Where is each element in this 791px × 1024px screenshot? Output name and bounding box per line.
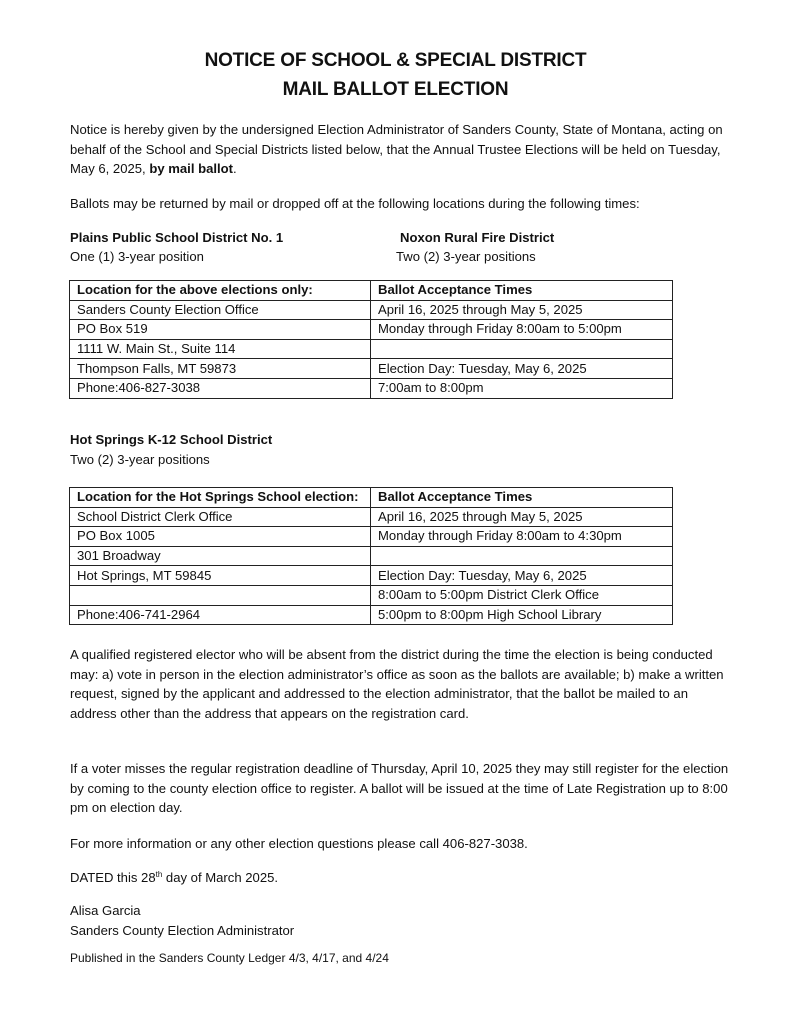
table-header-location: Location for the Hot Springs School election:	[70, 488, 371, 508]
table-header-times: Ballot Acceptance Times	[371, 488, 673, 508]
table-header-row	[70, 488, 673, 508]
signature-block	[70, 901, 730, 940]
table-row	[70, 339, 673, 359]
late-registration-paragraph: If a voter misses the regular registration deadline of Thursday, April 10, 2025 they may still register for the election by coming to the county election office to register. A ballot will be issued at the time of Late Registration up to 8:00 pm on election day.	[70, 761, 729, 815]
return-paragraph: Ballots may be returned by mail or dropped off at the following locations during the following times:	[70, 196, 640, 211]
table-cell: 8:00am to 5:00pm District Clerk Office	[371, 585, 673, 605]
table-cell: Phone:406-827-3038	[70, 378, 371, 398]
table-header-location: Location for the above elections only:	[70, 281, 371, 301]
table-header-times: Ballot Acceptance Times	[371, 281, 673, 301]
absent-elector-paragraph: A qualified registered elector who will be absent from the district during the time the election is being conducted may: a) vote in person in the election administrator’s office as soon as the ballots are available; b) make a written request, signed by the applicant and addressed to the election administrator, that the ballot be mailed to an address other than the address that appears on the registration card.	[70, 647, 724, 721]
table-header-row	[70, 281, 673, 301]
table-cell	[371, 546, 673, 566]
district-hot-springs-name: Hot Springs K-12 School District	[70, 432, 273, 447]
table-cell: 5:00pm to 8:00pm High School Library	[371, 605, 673, 625]
table-cell: Election Day: Tuesday, May 6, 2025	[371, 566, 673, 586]
table-cell	[371, 339, 673, 359]
signature-title: Sanders County Election Administrator	[70, 922, 295, 938]
table-cell: 301 Broadway	[70, 546, 371, 566]
notice-end: .	[233, 161, 237, 176]
table-row	[70, 320, 673, 340]
table-cell: Hot Springs, MT 59845	[70, 566, 371, 586]
table-cell: April 16, 2025 through May 5, 2025	[371, 507, 673, 527]
title-line-2: MAIL BALLOT ELECTION	[282, 79, 509, 100]
table-cell: PO Box 1005	[70, 527, 371, 547]
table-cell: Monday through Friday 8:00am to 4:30pm	[371, 527, 673, 547]
signature-name: Alisa Garcia	[70, 903, 141, 918]
title-line-1: NOTICE OF SCHOOL & SPECIAL DISTRICT	[204, 50, 587, 71]
notice-bold-text: by mail ballot	[149, 161, 234, 176]
dated-superscript: th	[155, 870, 163, 879]
table-row	[70, 605, 673, 625]
table-row	[70, 585, 673, 605]
dated-suffix: day of March 2025.	[162, 870, 279, 885]
district-plains-positions: One (1) 3-year position	[70, 249, 204, 264]
ballot-locations-table-1	[69, 280, 673, 399]
notice-paragraph	[70, 120, 730, 179]
table-row	[70, 300, 673, 320]
table-cell	[70, 585, 371, 605]
table-row	[70, 507, 673, 527]
district-plains-name: Plains Public School District No. 1	[70, 230, 284, 245]
district-hot-springs-positions: Two (2) 3-year positions	[70, 452, 210, 467]
table-cell: Thompson Falls, MT 59873	[70, 359, 371, 379]
table-row	[70, 378, 673, 398]
table-cell: School District Clerk Office	[70, 507, 371, 527]
publication-note: Published in the Sanders County Ledger 4/3, 4/17, and 4/24	[70, 951, 389, 965]
table-cell: PO Box 519	[70, 320, 371, 340]
notice-text: Notice is hereby given by the undersigned Election Administrator of Sanders County, State of Montana, acting on behalf of the School and Special Districts listed below, that the Annual Trustee Elections will be held on Tuesday, May 6, 2025,	[70, 122, 723, 176]
table-cell: Monday through Friday 8:00am to 5:00pm	[371, 320, 673, 340]
table-cell: Sanders County Election Office	[70, 300, 371, 320]
table-cell: Phone:406-741-2964	[70, 605, 371, 625]
district-noxon-name: Noxon Rural Fire District	[400, 230, 555, 245]
dated-line	[70, 868, 730, 888]
table-cell: 7:00am to 8:00pm	[371, 378, 673, 398]
dated-prefix: DATED this 28	[70, 870, 156, 885]
info-paragraph: For more information or any other election questions please call 406-827-3038.	[70, 836, 528, 851]
table-row	[70, 359, 673, 379]
ballot-locations-table-2	[69, 487, 673, 625]
table-row	[70, 566, 673, 586]
table-cell: 1111 W. Main St., Suite 114	[70, 339, 371, 359]
table-row	[70, 546, 673, 566]
table-cell: Election Day: Tuesday, May 6, 2025	[371, 359, 673, 379]
district-noxon-positions: Two (2) 3-year positions	[396, 249, 536, 264]
table-row	[70, 527, 673, 547]
table-cell: April 16, 2025 through May 5, 2025	[371, 300, 673, 320]
